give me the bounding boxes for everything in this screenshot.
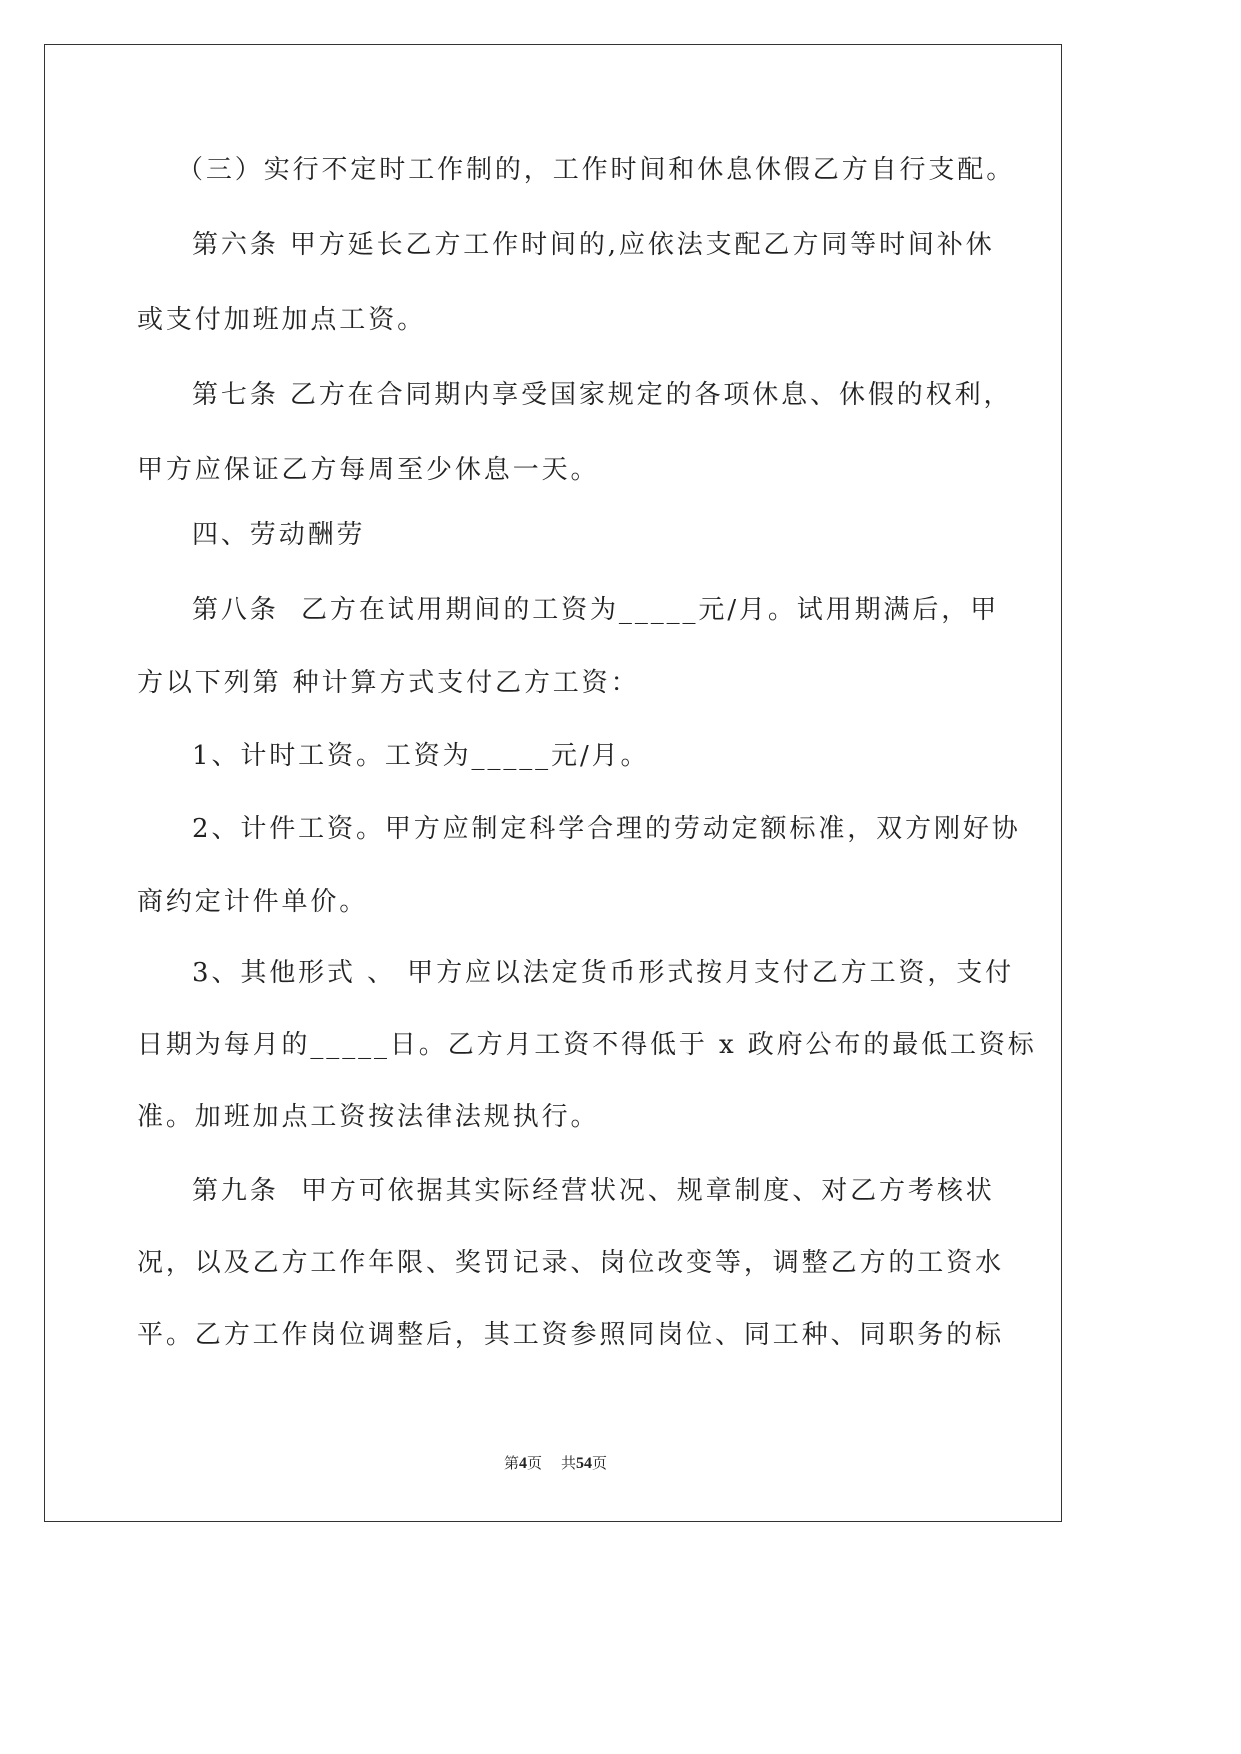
paragraph-line: 第六条 甲方延长乙方工作时间的,应依法支配乙方同等时间补休	[192, 230, 995, 260]
paragraph-line: 第九条 甲方可依据其实际经营状况、规章制度、对乙方考核状	[192, 1176, 995, 1206]
paragraph-line: 第八条 乙方在试用期间的工资为_____元/月。试用期满后，甲	[192, 595, 1000, 625]
paragraph-line: 况，以及乙方工作年限、奖罚记录、岗位改变等，调整乙方的工资水	[137, 1248, 1005, 1278]
paragraph-line: 3、其他形式 、 甲方应以法定货币形式按月支付乙方工资，支付	[192, 958, 1015, 988]
footer-suffix: 页	[592, 1454, 608, 1472]
section-heading: 四、劳动酬劳	[192, 520, 366, 550]
footer-middle: 页 共	[526, 1454, 577, 1472]
paragraph-line: 方以下列第 种计算方式支付乙方工资：	[137, 668, 640, 698]
paragraph-line: 平。乙方工作岗位调整后，其工资参照同岗位、同工种、同职务的标	[137, 1320, 1005, 1350]
paragraph-line: 2、计件工资。甲方应制定科学合理的劳动定额标准，双方刚好协	[192, 814, 1021, 844]
page-footer	[0, 1453, 1111, 1474]
paragraph-line: 商约定计件单价。	[137, 887, 369, 917]
current-page-number: 4	[518, 1455, 527, 1472]
paragraph-line: 1、计时工资。工资为_____元/月。	[192, 741, 650, 771]
paragraph-line: 或支付加班加点工资。	[137, 305, 427, 335]
paragraph-line: 日期为每月的_____日。乙方月工资不得低于 x 政府公布的最低工资标	[137, 1030, 1037, 1060]
paragraph-line: 第七条 乙方在合同期内享受国家规定的各项休息、休假的权利，	[192, 380, 1013, 410]
paragraph-line: 准。加班加点工资按法律法规执行。	[137, 1102, 600, 1132]
footer-prefix: 第	[503, 1454, 519, 1472]
paragraph-line: （三）实行不定时工作制的，工作时间和休息休假乙方自行支配。	[177, 155, 1016, 185]
total-pages-number: 54	[576, 1455, 593, 1472]
page-frame	[44, 44, 1062, 1522]
paragraph-line: 甲方应保证乙方每周至少休息一天。	[137, 455, 600, 485]
